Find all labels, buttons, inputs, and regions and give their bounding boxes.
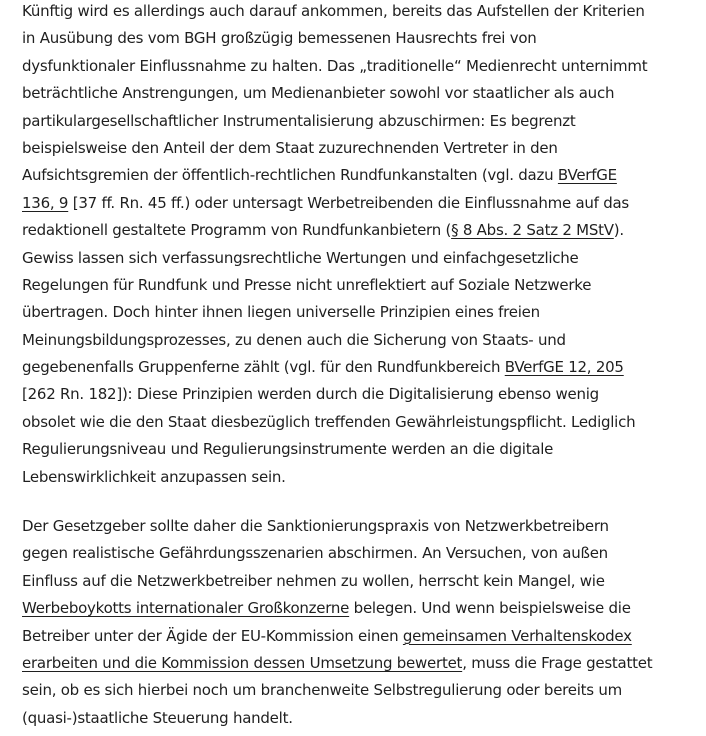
text-line: [262 Rn. 182]): Diese Prinzipien werden durch die Digitalisierung ebenso wenig	[22, 385, 599, 404]
text-line	[22, 217, 662, 244]
text-line: Lebenswirklichkeit anzupassen sein.	[22, 467, 286, 486]
text-line	[22, 650, 662, 677]
paragraph	[22, 0, 662, 491]
text-line: Der Gesetzgeber sollte daher die Sanktionierungspraxis von Netzwerkbetreibern	[22, 517, 609, 536]
text-line: sein, ob es sich hierbei noch um branchenweite Selbstregulierung oder bereits um	[22, 681, 622, 700]
bverfge-12-205-link[interactable]: BVerfGE 12, 205	[504, 358, 624, 377]
text-line	[22, 623, 662, 650]
text-line: Gewiss lassen sich verfassungsrechtliche Wertungen und einfachgesetzliche	[22, 248, 579, 267]
text-line	[22, 190, 662, 217]
paragraph	[22, 513, 662, 732]
text-segment: gegebenenfalls Gruppenferne zählt (vgl. für den Rundfunkbereich	[22, 358, 505, 377]
text-line: in Ausübung des vom BGH großzügig bemessenen Hausrechts frei von	[22, 29, 537, 48]
text-segment: Betreiber unter der Ägide der EU-Kommission einen	[22, 626, 403, 645]
article-body	[22, 0, 662, 732]
text-line: obsolet wie die den Staat diesbezüglich treffenden Gewährleistungspflicht. Lediglich	[22, 412, 636, 431]
text-line: Einfluss auf die Netzwerkbetreiber nehmen zu wollen, herrscht kein Mangel, wie	[22, 571, 605, 590]
text-line: partikulargesellschaftlicher Instrumentalisierung abzuschirmen: Es begrenzt	[22, 111, 576, 130]
bverfge-136-9-link-part2[interactable]: 136, 9	[22, 193, 69, 212]
text-segment: belegen. Und wenn beispielsweise die	[349, 599, 631, 618]
text-segment: Aufsichtsgremien der öffentlich-rechtlichen Rundfunkanstalten (vgl. dazu	[22, 166, 558, 185]
text-line: Regelungen für Rundfunk und Presse nicht unreflektiert auf Soziale Netzwerke	[22, 275, 592, 294]
text-line: gegen realistische Gefährdungsszenarien abschirmen. An Versuchen, von außen	[22, 544, 608, 563]
verhaltenskodex-link-part2[interactable]: erarbeiten und die Kommission dessen Umsetzung bewertet	[22, 653, 463, 672]
text-line: Meinungsbildungsprozesses, zu denen auch die Sicherung von Staats- und	[22, 330, 566, 349]
text-line: beträchtliche Anstrengungen, um Medienanbieter sowohl vor staatlicher als auch	[22, 84, 615, 103]
verhaltenskodex-link-part1[interactable]: gemeinsamen Verhaltenskodex	[402, 626, 632, 645]
mstv-section-8-link[interactable]: § 8 Abs. 2 Satz 2 MStV	[451, 221, 614, 240]
text-line	[22, 354, 662, 381]
text-line	[22, 595, 662, 622]
text-segment: ).	[613, 221, 624, 240]
text-line: beispielsweise den Anteil der dem Staat zuzurechnenden Vertreter in den	[22, 138, 558, 157]
text-line: (quasi-)staatliche Steuerung handelt.	[22, 708, 293, 727]
text-segment: [37 ff. Rn. 45 ff.) oder untersagt Werbetreibenden die Einflussnahme auf das	[68, 193, 629, 212]
text-line: übertragen. Doch hinter ihnen liegen universelle Prinzipien eines freien	[22, 303, 540, 322]
text-line	[22, 162, 662, 189]
text-line: Künftig wird es allerdings auch darauf ankommen, bereits das Aufstellen der Kriterien	[22, 2, 645, 20]
text-segment: , muss die Frage gestattet	[462, 653, 653, 672]
text-line: Regulierungsniveau und Regulierungsinstrumente werden an die digitale	[22, 440, 554, 459]
text-line: dysfunktionaler Einflussnahme zu halten. Das „traditionelle“ Medienrecht unternimmt	[22, 56, 648, 75]
bverfge-136-9-link-part1[interactable]: BVerfGE	[557, 166, 617, 185]
werbeboykotts-link[interactable]: Werbeboykotts internationaler Großkonzerne	[22, 599, 350, 618]
text-segment: redaktionell gestaltete Programm von Rundfunkanbietern (	[22, 221, 452, 240]
